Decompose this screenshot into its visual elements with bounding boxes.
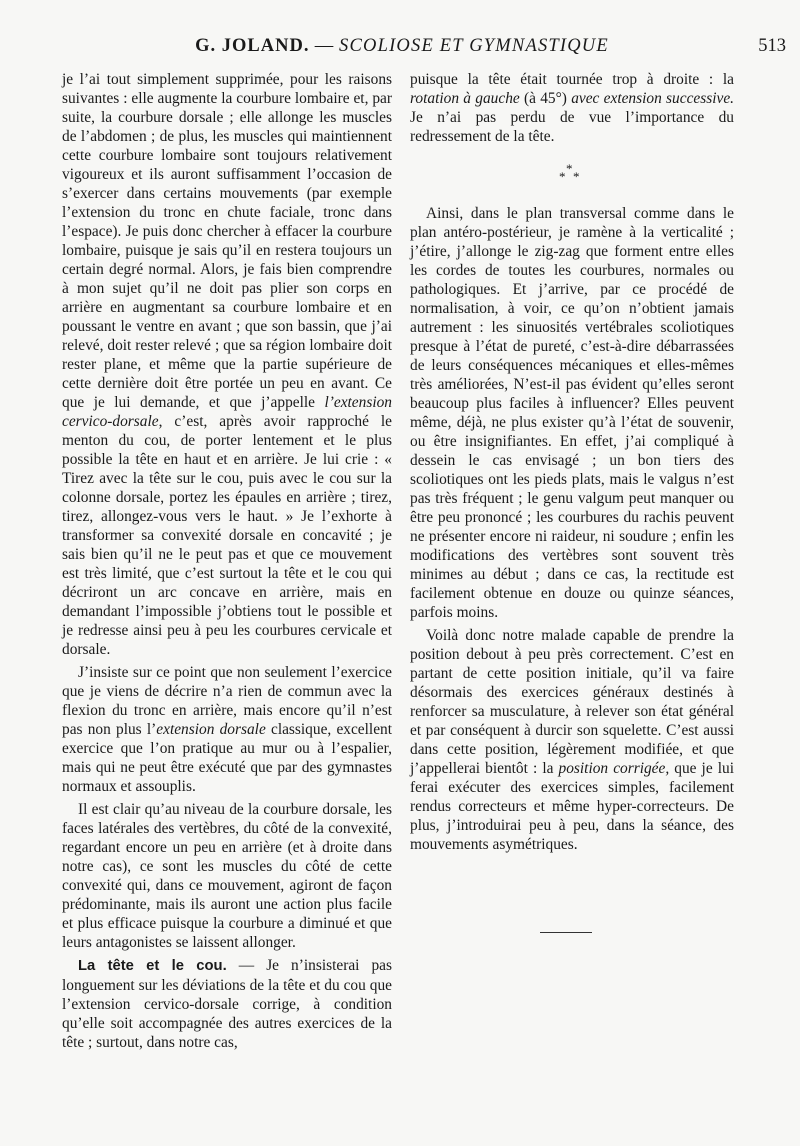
section-heading: La tête et le cou.: [78, 958, 227, 974]
right-p3-emphasis: position corrigée,: [558, 760, 670, 777]
page-number: 513: [758, 36, 786, 56]
right-column: [410, 70, 734, 858]
left-p2-rest: classique, excellent exercice que l’on pratique au mur ou à l’espalier, mais qui ne peut être exécuté que par des gymnastes normaux et assouplis.: [62, 721, 392, 795]
left-p4-text: — Je n’insisterai pas longuement sur les déviations de la tête et du cou que l’extension cervico-dorsale corrige, à condition qu’elle soit accompagnée des autres exercices de la tête ; surtout, dans notre cas,: [62, 957, 392, 1051]
right-p3-rest: que je lui ferai exécuter des exercices simples, facilement rendus correcteurs et même hyper-correcteurs. De plus, j’introduirai peu à peu, dans la séance, des mouvements asymétriques.: [410, 760, 734, 853]
running-author: G. JOLAND.: [195, 36, 310, 56]
asterism-star-left: *: [559, 169, 566, 184]
right-p1-mid: (à 45°): [519, 90, 572, 107]
left-paragraph-2: [62, 663, 392, 796]
left-paragraph-1: [62, 70, 392, 659]
running-separator: —: [314, 36, 334, 56]
left-p1-text: je l’ai tout simplement supprimée, pour les raisons suivantes : elle augmente la courbure lombaire et, par suite, la courbure dorsale ; elle allonge les muscles de l’abdomen ; de plus, les muscles qui maintiennent cette courbure lombaire sont toujours relativement vigoureux et ils auront suffisamment l’occasion de s’exercer dans certains mouvements (par exemple l’extension du tronc en chute faciale, tronc dans l’espace). Je puis donc chercher à effacer la courbure lombaire, puisque je sais qu’il en restera toujours un certain degré normal. Alors, je fais bien comprendre à mon sujet qu’il ne doit pas plier son corps en arrière en augmentant sa courbure lombaire et en poussant le ventre en avant ; que son bassin, que j’ai relevé, doit rester relevé ; que sa région lombaire doit rester plane, et même que la partie supérieure de cette dernière doit être portée un peu en avant. Ce que je lui demande, et que j’appelle: [62, 71, 392, 411]
running-subject: SCOLIOSE ET GYMNASTIQUE: [339, 36, 609, 56]
left-p1-rest: , c’est, après avoir rapproché le menton du cou, de porter lentement et le plus possible la tête en haut et en arrière. Je lui crie : « Tirez avec la tête sur le cou, puis avec le cou sur la colonne dorsale, portez les épaules en arrière ; tirez, tirez, allongez-vous vers le haut. » Je l’exhorte à transformer sa convexité dorsale en concavité ; je sais bien qu’il ne le peut pas et que ce mouvement est très limité, que c’est surtout la tête et le cou qui décriront un arc concave en arrière, mais en demandant l’impossible j’obtiens tout le possible et je redresse ainsi peu à peu les courbures cervicale et dorsale.: [62, 413, 392, 658]
asterism: [410, 154, 734, 190]
right-p1-emphasis-2: avec extension successive.: [571, 90, 734, 107]
left-p1-emphasis: l’extension cervico-dorsale: [62, 394, 392, 430]
right-p3-text: Voilà donc notre malade capable de prendre la position debout à peu près correctement. C’est en partant de cette position initiale, qu’il va faire désormais des exercices généraux destinés à renforcer sa musculature, à relever son état général et par conséquent à durcir son squelette. C’est aussi dans cette position, légèrement modifiée, et que j’appellerai bientôt : la: [410, 627, 734, 777]
right-paragraph-2: Ainsi, dans le plan transversal comme dans le plan antéro-postérieur, je ramène à la verticalité ; j’étire, j’allonge le zig-zag que forment entre elles les cordes de toutes les courbures, normales ou pathologiques. Et j’arrive, par ce procédé de normalisation, à voir, ce qu’on n’obtient jamais autrement : les sinuosités vertébrales scoliotiques presque à l’état de pureté, c’est-à-dire débarrassées de leurs conséquences mécaniques et elles-mêmes très améliorées, N’est-il pas évident qu’elles seront beaucoup plus faciles à influencer? Elles peuvent même, déjà, ne plus exister qu’à l’état de souvenir, ou être insignifiantes. En effet, j’ai compliqué à dessein le cas envisagé ; un bon tiers des scoliotiques ont les pieds plats, mais le valgus n’est pas très fréquent ; le genu valgum peut manquer ou être peu prononcé ; les courbures du rachis peuvent ne présenter encore ni raideur, ni soudure ; enfin les modifications des vertèbres sont souvent très minimes au début ; dans ce cas, la rectitude est facilement obtenue en douze ou quinze séances, parfois moins.: [410, 205, 734, 621]
closing-rule: [540, 932, 592, 933]
asterism-star-top: *: [566, 161, 573, 176]
right-paragraph-3: [410, 626, 734, 854]
left-paragraph-4: [62, 956, 392, 1052]
left-column: [62, 70, 392, 1056]
right-p1-emphasis: rotation à gauche: [410, 90, 520, 107]
left-p2-text: J’insiste sur ce point que non seulement l’exercice que je viens de décrire n’a rien de commun avec la flexion du tronc en arrière, mais encore qu’il n’est pas non plus l’: [62, 664, 392, 738]
running-head: [62, 36, 786, 66]
asterism-star-right: *: [573, 169, 580, 184]
left-p2-emphasis: extension dorsale: [156, 721, 266, 738]
right-p1-text: puisque la tête était tournée trop à droite : la: [410, 71, 734, 88]
running-title: [62, 36, 742, 57]
left-paragraph-3: Il est clair qu’au niveau de la courbure dorsale, les faces latérales des vertèbres, du côté de la convexité, regardant encore un peu en arrière (et à droite dans notre cas), ce sont les muscles du côté de cette convexité qui, dans ce mouvement, agiront de façon prédominante, mais ils auront une action plus facile et plus efficace puisque la courbure a diminué et que leurs antagonistes se laissent allonger.: [62, 801, 392, 951]
right-paragraph-1: [410, 70, 734, 146]
right-p1-rest: Je n’ai pas perdu de vue l’importance du redressement de la tête.: [410, 109, 734, 145]
